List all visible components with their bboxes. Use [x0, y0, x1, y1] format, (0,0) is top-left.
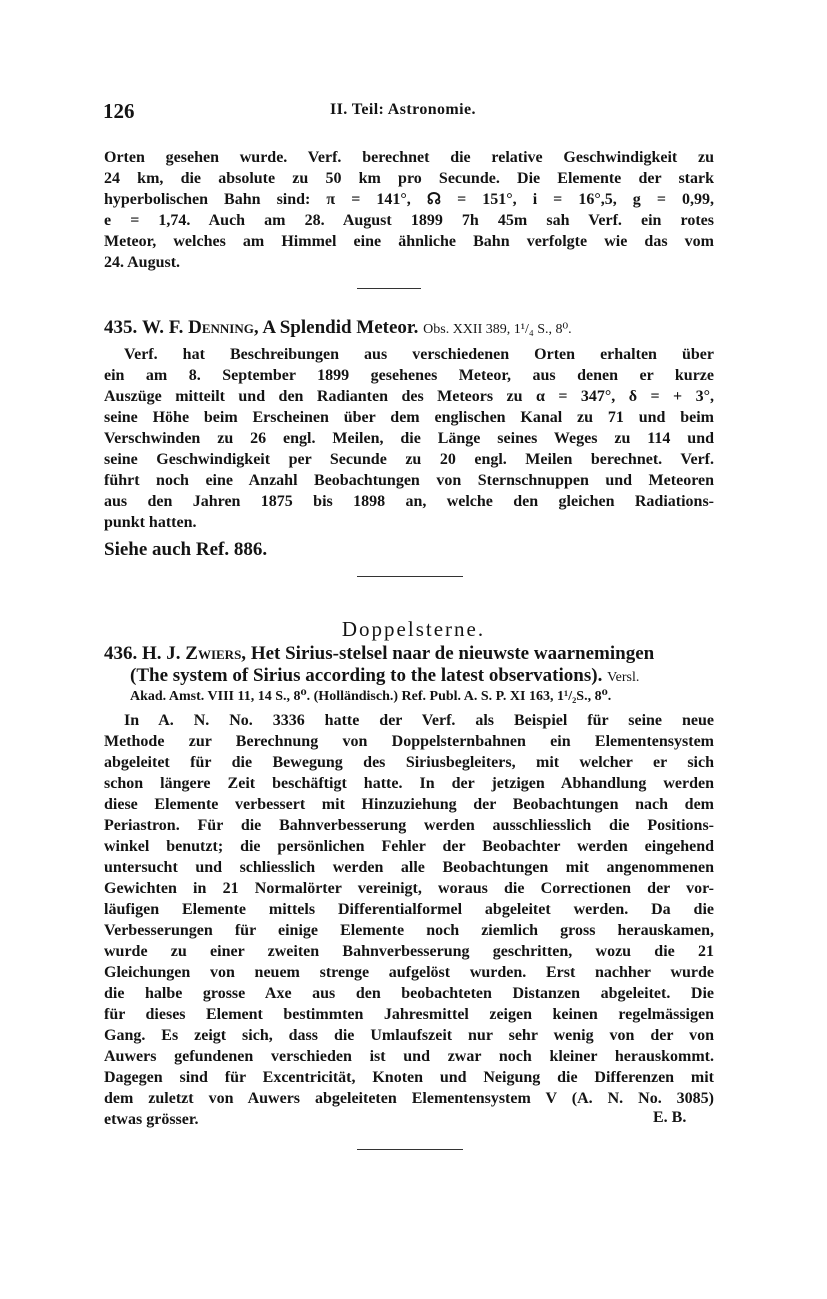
- text-line: seine Höhe beim Erscheinen über dem englischen Kanal zu 71 und beim: [104, 409, 714, 426]
- entry-author: H. J. Zwiers,: [142, 643, 247, 664]
- text-line: abgeleitet für die Bewegung des Siriusbegleiters, mit welcher er sich: [104, 754, 714, 771]
- text-line: Gewichten in 21 Normalörter vereinigt, woraus die Correctionen der vor-: [104, 880, 714, 897]
- text-line: die halbe grosse Axe aus den beobachteten Distanzen abgeleitet. Die: [104, 985, 714, 1002]
- entry-436-heading: [104, 642, 654, 666]
- text-line: In A. N. No. 3336 hatte der Verf. als Beispiel für seine neue: [124, 712, 714, 729]
- running-title: II. Teil: Astronomie.: [330, 101, 476, 118]
- section-heading: Doppelsterne.: [341, 617, 486, 641]
- text-line: dem zuletzt von Auwers abgeleiteten Elementensystem V (A. N. No. 3085): [104, 1090, 714, 1107]
- entry-author: W. F. Denning,: [142, 317, 259, 338]
- entry-citation-start: Versl.: [607, 670, 640, 685]
- separator-rule: [357, 1149, 463, 1150]
- text-line: Auwers gefundenen verschieden ist und zwar noch kleiner herauskommt.: [104, 1048, 714, 1065]
- entry-title-translation: (The system of Sirius according to the latest observations).: [130, 665, 603, 686]
- text-line: läufigen Elemente mittels Differentialformel abgeleitet werden. Da die: [104, 901, 714, 918]
- entry-title: A Splendid Meteor.: [262, 317, 419, 338]
- text-line: Gang. Es zeigt sich, dass die Umlaufszeit nur sehr wenig von der von: [104, 1027, 714, 1044]
- text-line: untersucht und schliesslich werden alle Beobachtungen mit angenommenen: [104, 859, 714, 876]
- entry-title: Het Sirius-stelsel naar de nieuwste waarnemingen: [250, 643, 655, 664]
- text-line: winkel benutzt; die persönlichen Fehler der Beobachter werden eingehend: [104, 838, 714, 855]
- text-line: Orten gesehen wurde. Verf. berechnet die relative Geschwindigkeit zu: [104, 149, 714, 166]
- text-line: Auszüge mitteilt und den Radianten des Meteors zu α = 347°, δ = + 3°,: [104, 388, 714, 405]
- entry-citation: Obs. XXII 389, 1¹/₄ S., 8⁰.: [423, 322, 572, 337]
- text-line: Verbesserungen für einige Elemente noch ziemlich gross herauskamen,: [104, 922, 714, 939]
- text-line: hyperbolischen Bahn sind: π = 141°, ☊ = 151°, i = 16°,5, g = 0,99,: [104, 191, 714, 208]
- text-line: e = 1,74. Auch am 28. August 1899 7h 45m sah Verf. ein rotes: [104, 212, 714, 229]
- text-line: Periastron. Für die Bahnverbesserung werden ausschliesslich die Positions-: [104, 817, 714, 834]
- see-also-reference: Siehe auch Ref. 886.: [104, 539, 268, 560]
- text-line: Dagegen sind für Excentricität, Knoten und Neigung die Differenzen mit: [104, 1069, 714, 1086]
- entry-435-heading: [104, 316, 572, 342]
- text-line: Verf. hat Beschreibungen aus verschiedenen Orten erhalten über: [124, 346, 714, 363]
- text-line: Verschwinden zu 26 engl. Meilen, die Länge seines Weges zu 114 und: [104, 430, 714, 447]
- text-line: ein am 8. September 1899 gesehenes Meteor, aus denen er kurze: [104, 367, 714, 384]
- text-line: wurde zu einer zweiten Bahnverbesserung geschritten, wozu die 21: [104, 943, 714, 960]
- text-line: seine Geschwindigkeit per Secunde zu 20 engl. Meilen berechnet. Verf.: [104, 451, 714, 468]
- reviewer-signature: E. B.: [653, 1109, 687, 1126]
- text-line: Meteor, welches am Himmel eine ähnliche Bahn verfolgte wie das vom: [104, 233, 714, 250]
- entry-436-citation: Akad. Amst. VIII 11, 14 S., 8⁰. (Holländisch.) Ref. Publ. A. S. P. XI 163, 1¹/₂S., 8⁰.: [130, 689, 612, 704]
- text-line: 24 km, die absolute zu 50 km pro Secunde. Die Elemente der stark: [104, 170, 714, 187]
- text-line: 24. August.: [104, 254, 181, 271]
- text-line: für dieses Element bestimmten Jahresmittel zeigen keinen regelmässigen: [104, 1006, 714, 1023]
- separator-rule: [357, 288, 421, 289]
- text-line: Gleichungen von neuem strenge aufgelöst wurden. Erst nachher wurde: [104, 964, 714, 981]
- text-line: Methode zur Berechnung von Doppelsternbahnen ein Elementensystem: [104, 733, 714, 750]
- entry-number: 436.: [104, 643, 138, 664]
- text-line: punkt hatten.: [104, 514, 197, 531]
- text-line: etwas grösser.: [104, 1111, 199, 1128]
- separator-rule: [357, 576, 463, 577]
- text-line: aus den Jahren 1875 bis 1898 an, welche den gleichen Radiations-: [104, 493, 714, 510]
- text-line: diese Elemente verbessert mit Hinzuziehung der Beobachtungen nach dem: [104, 796, 714, 813]
- text-line: schon längere Zeit beschäftigt hatte. In der jetzigen Abhandlung werden: [104, 775, 714, 792]
- text-line: führt noch eine Anzahl Beobachtungen von Sternschnuppen und Meteoren: [104, 472, 714, 489]
- entry-number: 435.: [104, 317, 138, 338]
- page-number: 126: [103, 99, 135, 123]
